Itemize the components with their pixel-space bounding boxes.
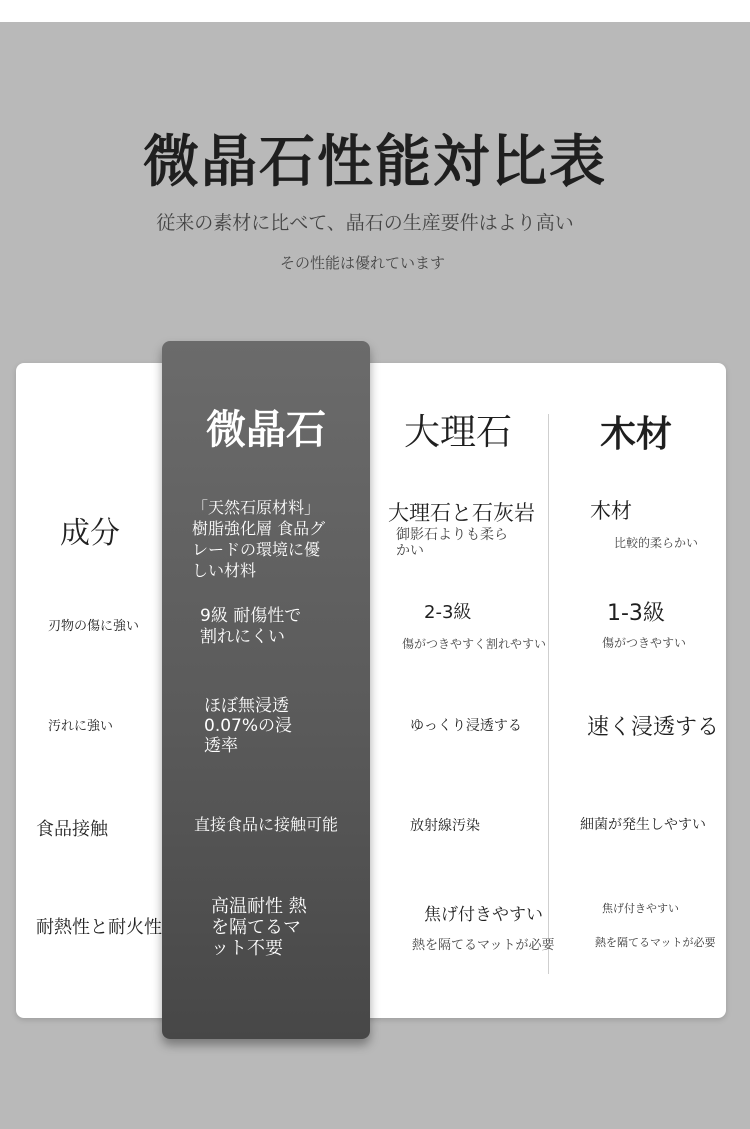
row-label-food: 食品接触 — [36, 819, 108, 840]
cell-microcrystal-food: 直接食品に接触可能 — [193, 815, 338, 834]
column-header-marble: 大理石 — [404, 412, 513, 453]
row-label-stain: 汚れに強い — [48, 719, 114, 734]
row-label-scratch: 刃物の傷に強い — [48, 619, 140, 634]
cell-marble-composition-note: 御影石よりも柔ら かい — [396, 527, 508, 559]
cell-marble-composition: 大理石と石灰岩 — [388, 501, 535, 525]
cell-marble-scratch-note: 傷がつきやすく割れやすい — [402, 637, 547, 651]
row-label-composition: 成分 — [60, 516, 120, 551]
page-title: 微晶石性能対比表 — [143, 130, 607, 195]
cell-marble-stain: ゆっくり浸透する — [410, 718, 522, 734]
cell-wood-composition-note: 比較的柔らかい — [614, 536, 699, 550]
cell-microcrystal-heat: 高温耐性 熱 を隔てるマ ット不要 — [211, 896, 307, 959]
top-white-band — [0, 0, 750, 22]
cell-wood-composition: 木材 — [590, 499, 632, 523]
cell-wood-heat: 焦げ付きやすい — [602, 902, 679, 915]
column-divider — [548, 414, 549, 974]
cell-marble-heat: 焦げ付きやすい — [424, 905, 543, 925]
subtitle-line-2: その性能は優れています — [279, 254, 445, 272]
cell-marble-food: 放射線汚染 — [410, 818, 480, 834]
row-label-heat: 耐熱性と耐火性 — [36, 917, 162, 938]
cell-marble-heat-note: 熱を隔てるマットが必要 — [412, 938, 555, 953]
cell-wood-food: 細菌が発生しやすい — [580, 817, 706, 833]
subtitle-line-1: 従来の素材に比べて、晶石の生産要件はより高い — [156, 212, 574, 234]
cell-wood-stain: 速く浸透する — [587, 715, 720, 740]
cell-wood-scratch: 1-3級 — [607, 601, 665, 626]
cell-microcrystal-stain: ほぼ無浸透 0.07%の浸 透率 — [204, 696, 293, 756]
cell-microcrystal-scratch: 9級 耐傷性で 割れにくい — [200, 606, 302, 647]
column-header-wood: 木材 — [600, 414, 673, 455]
column-header-microcrystal: 微晶石 — [206, 407, 326, 453]
cell-wood-scratch-note: 傷がつきやすい — [602, 636, 687, 650]
cell-wood-heat-note: 熱を隔てるマットが必要 — [595, 936, 716, 949]
cell-microcrystal-composition: 「天然石原材料」 樹脂強化層 食品グ レードの環境に優 しい材料 — [192, 498, 326, 580]
cell-marble-scratch: 2-3級 — [424, 602, 472, 623]
